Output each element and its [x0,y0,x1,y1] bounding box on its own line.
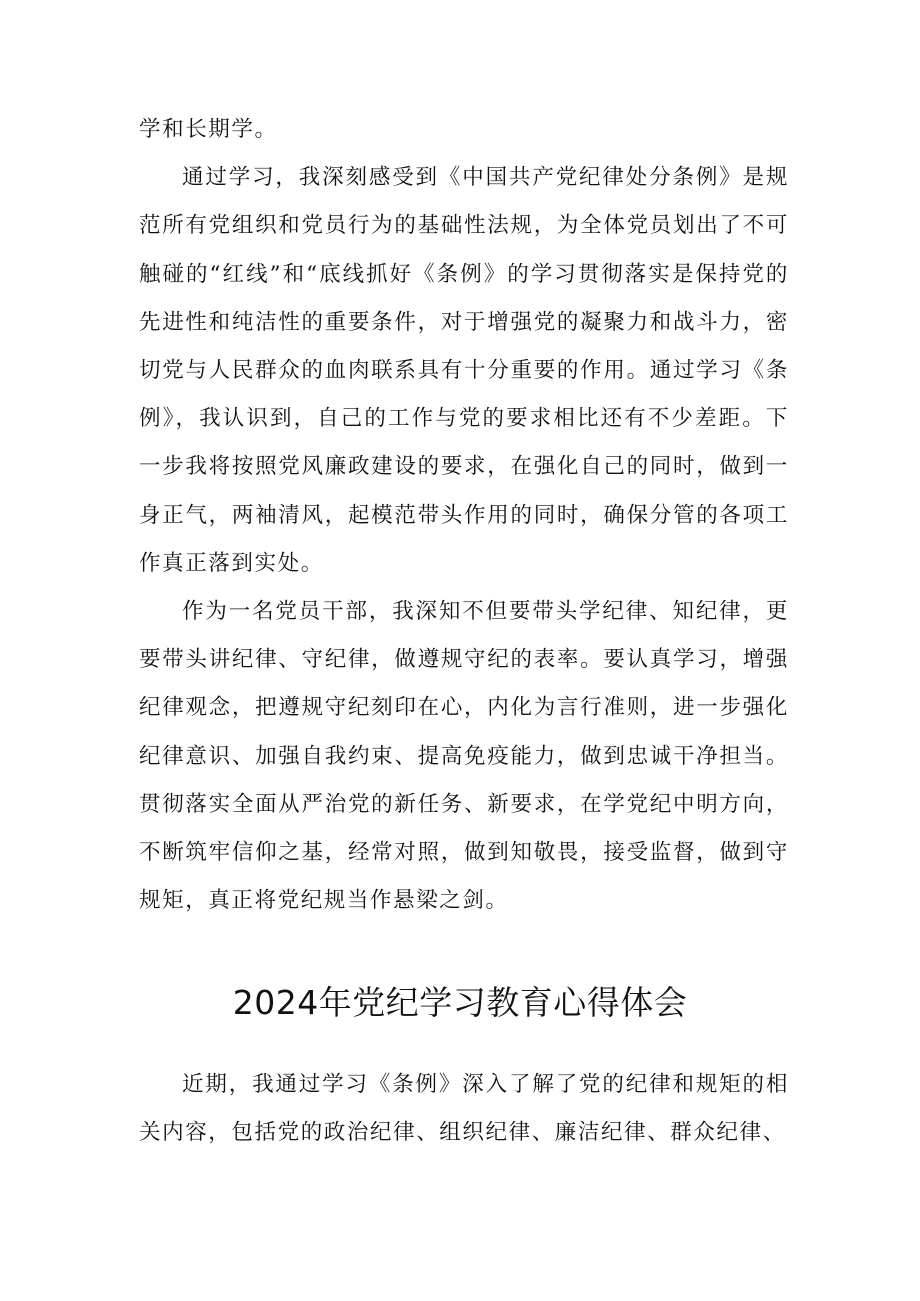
paragraph-continuation: 学和长期学。 [139,117,278,142]
paragraph-party-cadre: 作为一名党员干部，我深知不但要带头学纪律、知纪律，更要带头讲纪律、守纪律，做遵规守纪的表率。要认真学习，增强纪律观念，把遵规守纪刻印在心，内化为言行准则，进一步强化纪律意识、加强自我约束、提高免疫能力，做到忠诚干净担当。贯彻落实全面从严治党的新任务、新要求，在学党纪中明方向，不断筑牢信仰之基，经常对照，做到知敬畏，接受监督，做到守规矩，真正将党纪规当作悬梁之剑。 [139,599,789,914]
paragraph-recent-study: 近期，我通过学习《条例》深入了解了党的纪律和规矩的相关内容，包括党的政治纪律、组织纪律、廉洁纪律、群众纪律、 [139,1072,789,1146]
section-title: 2024年党纪学习教育心得体会 [232,983,688,1022]
body-text-top [139,106,789,925]
paragraph-study-regulations: 通过学习，我深刻感受到《中国共产党纪律处分条例》是规范所有党组织和党员行为的基础性法规，为全体党员划出了不可触碰的“红线”和“底线抓好《条例》的学习贯彻落实是保持党的先进性和纯洁性的重要条件，对于增强党的凝聚力和战斗力，密切党与人民群众的血肉联系具有十分重要的作用。通过学习《条例》，我认识到，自己的工作与党的要求相比还有不少差距。下一步我将按照党风廉政建设的要求，在强化自己的同时，做到一身正气，两袖清风，起模范带头作用的同时，确保分管的各项工作真正落到实处。 [139,165,789,576]
body-text-bottom [139,1061,789,1157]
